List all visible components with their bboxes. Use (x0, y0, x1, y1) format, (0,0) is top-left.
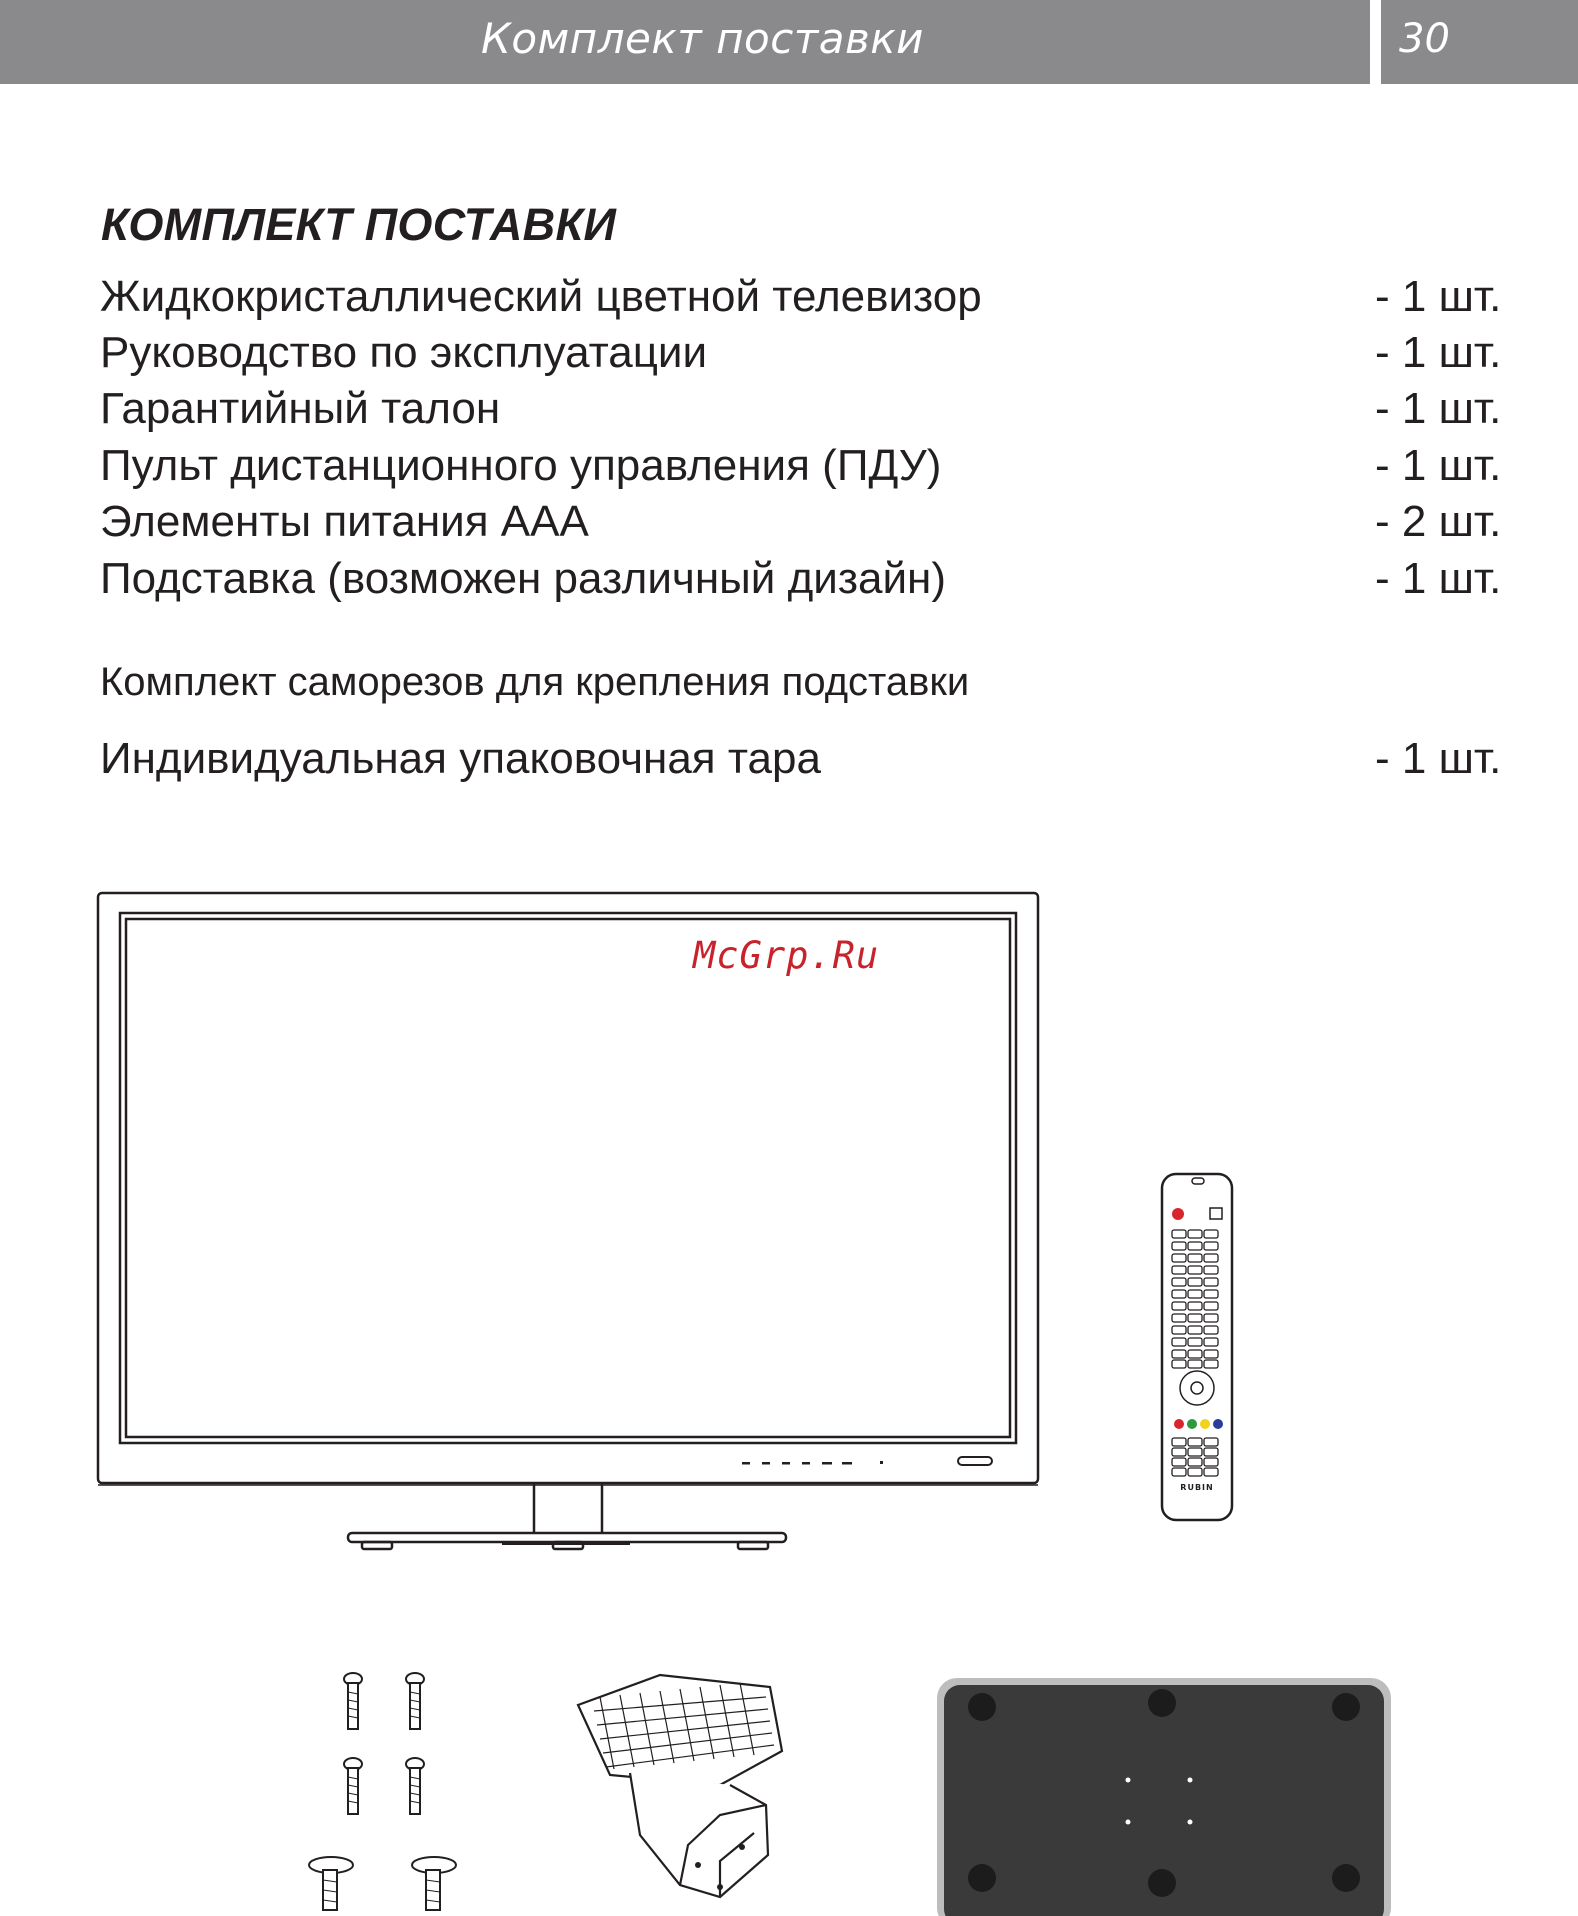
section-title: КОМПЛЕКТ ПОСТАВКИ (101, 199, 617, 250)
item-qty: - 1 шт. (1375, 272, 1502, 321)
list-item (100, 554, 1512, 610)
stand-bracket-illustration (570, 1665, 810, 1910)
item-name: Подставка (возможен различный дизайн) (100, 554, 947, 603)
screw-5 (309, 1857, 353, 1910)
list-item (100, 328, 1512, 384)
list-item (100, 497, 1512, 553)
item-name: Руководство по эксплуатации (100, 328, 708, 377)
header-title: Комплект поставки (481, 14, 924, 63)
item-qty: - 1 шт. (1375, 328, 1502, 377)
item-qty: - 1 шт. (1375, 384, 1502, 433)
list-item (100, 660, 1512, 716)
stand-base-illustration (934, 1675, 1394, 1916)
item-qty: - 1 шт. (1375, 554, 1502, 603)
screw-6 (412, 1857, 456, 1910)
list-item (100, 734, 1512, 790)
page-number: 30 (1399, 16, 1450, 62)
item-name: Комплект саморезов для крепления подставки (100, 660, 970, 704)
list-item (100, 441, 1512, 497)
item-qty: - 1 шт. (1375, 441, 1502, 490)
item-qty: - 1 шт. (1375, 734, 1502, 783)
item-name: Индивидуальная упаковочная тара (100, 734, 821, 783)
remote-illustration (1158, 1170, 1236, 1526)
remote-brand: RUBIN (1180, 1483, 1214, 1492)
item-qty: - 2 шт. (1375, 497, 1502, 546)
list-item (100, 272, 1512, 328)
list-item (100, 384, 1512, 440)
tv-illustration (90, 885, 1050, 1555)
watermark: McGrp.Ru (693, 934, 880, 977)
item-name: Жидкокристаллический цветной телевизор (100, 272, 982, 321)
power-icon (1172, 1208, 1184, 1220)
item-name: Пульт дистанционного управления (ПДУ) (100, 441, 942, 490)
screws-illustration (296, 1670, 476, 1916)
item-name: Гарантийный талон (100, 384, 501, 433)
tv-front-buttons (742, 1461, 883, 1465)
item-name: Элементы питания AAA (100, 497, 589, 546)
power-indicator (958, 1457, 992, 1465)
